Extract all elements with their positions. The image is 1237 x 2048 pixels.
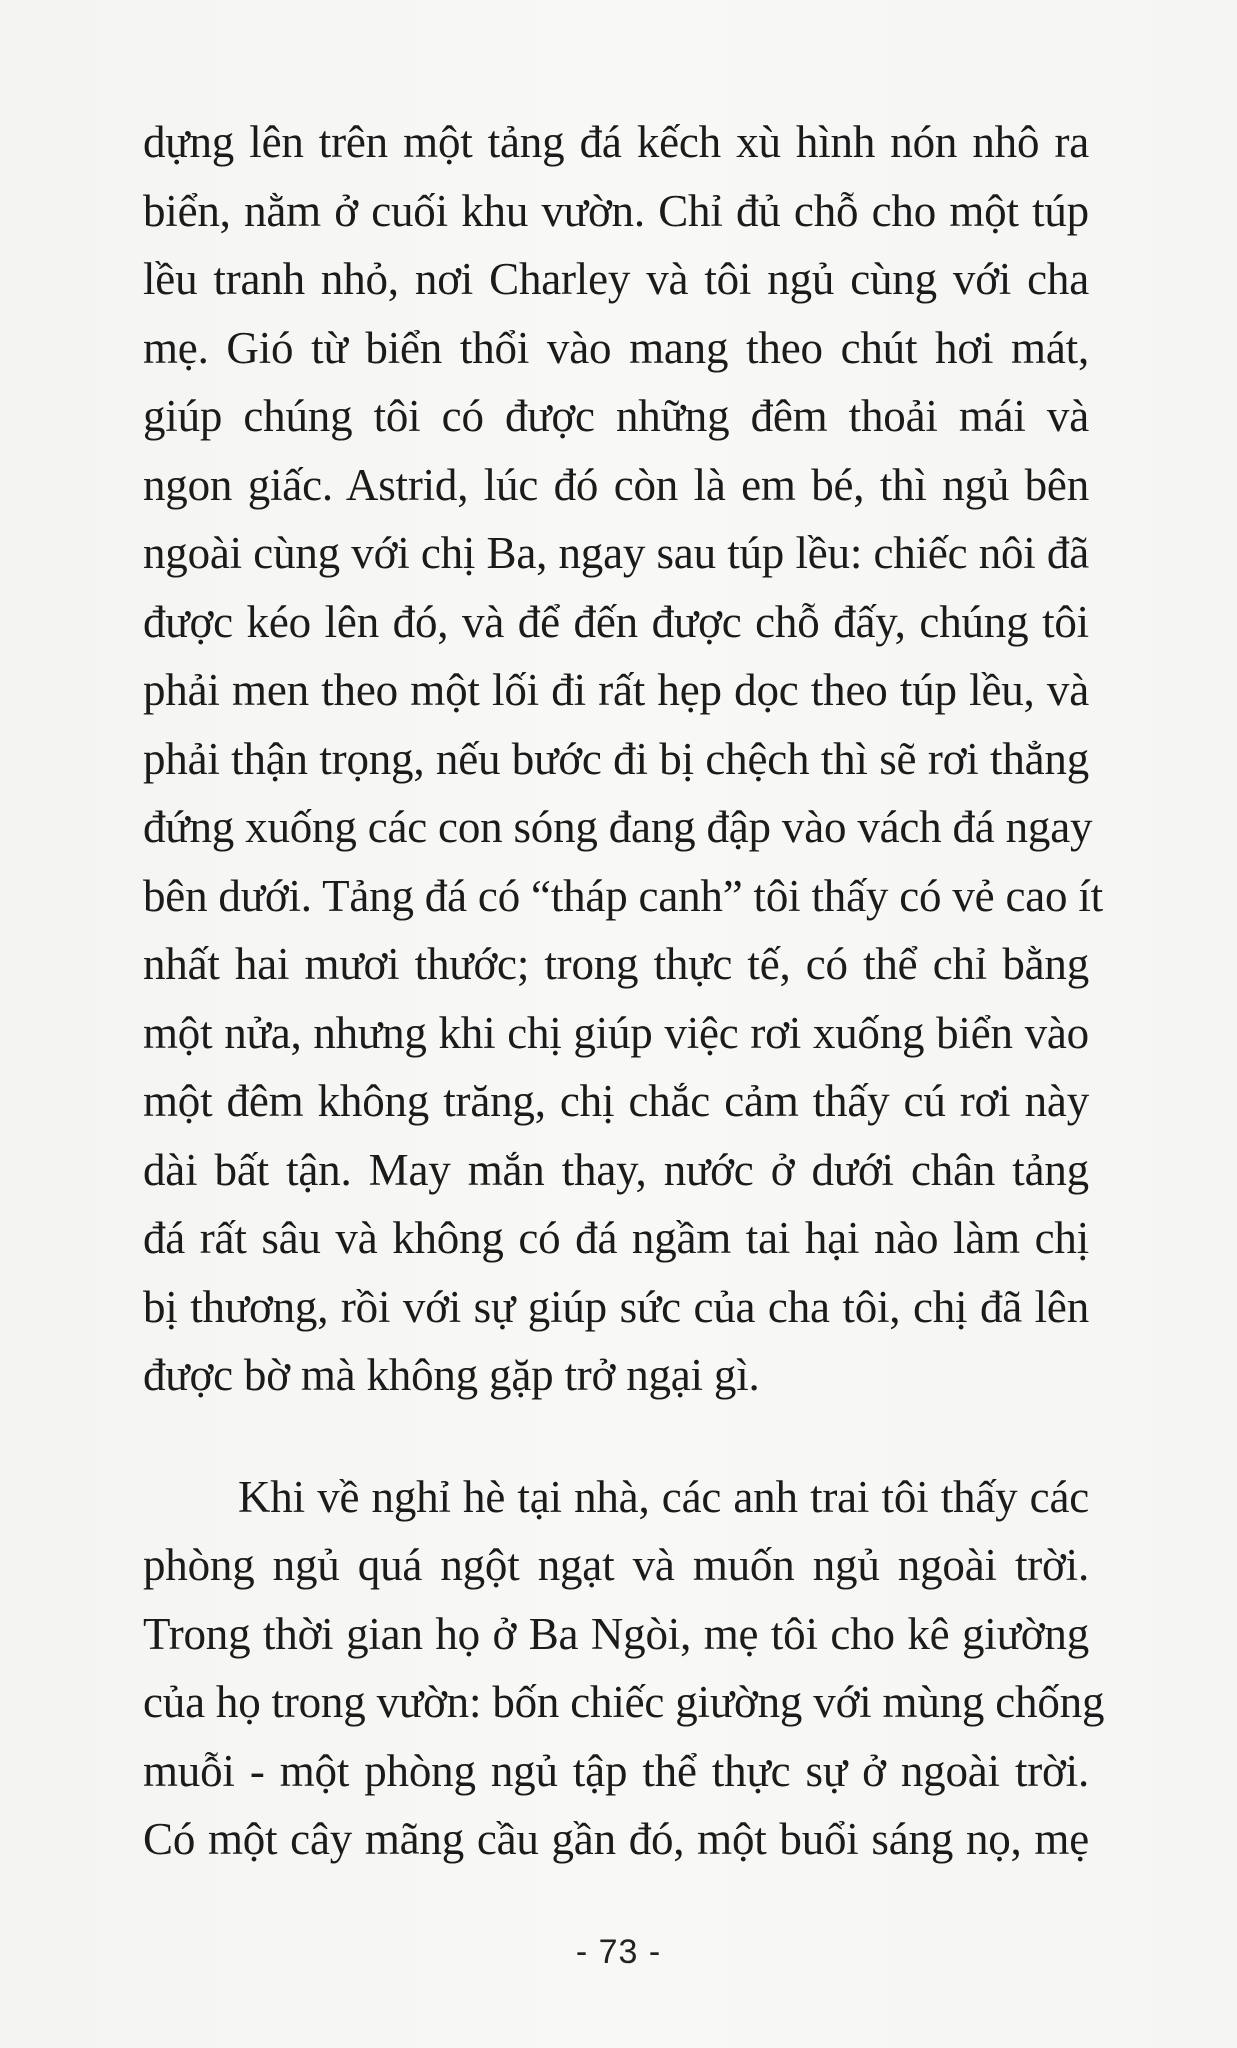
text-line: Có một cây mãng cầu gần đó, một buổi sáng nọ, mẹ (143, 1814, 1089, 1864)
text-line: một đêm không trăng, chị chắc cảm thấy cú rơi này (143, 1076, 1089, 1126)
text-line: đứng xuống các con sóng đang đập vào vách đá ngay (143, 802, 1093, 852)
text-line: một nửa, nhưng khi chị giúp việc rơi xuống biển vào (143, 1007, 1089, 1058)
text-line: dài bất tận. May mắn thay, nước ở dưới chân tảng (143, 1144, 1089, 1195)
text-line: được kéo lên đó, và để đến được chỗ đấy, chúng tôi (143, 596, 1089, 647)
text-line: dựng lên trên một tảng đá kếch xù hình nón nhô ra (143, 117, 1089, 167)
text-line: của họ trong vườn: bốn chiếc giường với mùng chống (143, 1677, 1105, 1727)
text-line: mẹ. Gió từ biển thổi vào mang theo chút hơi mát, (143, 322, 1089, 373)
paragraph-1 (143, 108, 1103, 1410)
text-line: biển, nằm ở cuối khu vườn. Chỉ đủ chỗ cho một túp (143, 185, 1089, 236)
paragraph-2 (143, 1463, 1105, 1874)
text-line: đá rất sâu và không có đá ngầm tai hại nào làm chị (143, 1213, 1089, 1263)
text-line: nhất hai mươi thước; trong thực tế, có thể chỉ bằng (143, 939, 1089, 989)
text-line: ngoài cùng với chị Ba, ngay sau túp lều: chiếc nôi đã (143, 528, 1089, 578)
text-line: lều tranh nhỏ, nơi Charley và tôi ngủ cùng với cha (143, 254, 1089, 304)
body-text (143, 108, 1105, 1874)
text-line: phải thận trọng, nếu bước đi bị chệch thì sẽ rơi thẳng (143, 733, 1089, 784)
page-number: - 73 - (575, 1933, 662, 1971)
text-line: Trong thời gian họ ở Ba Ngòi, mẹ tôi cho kê giường (143, 1608, 1089, 1659)
text-line: muỗi - một phòng ngủ tập thể thực sự ở ngoài trời. (143, 1745, 1089, 1796)
text-line: được bờ mà không gặp trở ngại gì. (143, 1350, 760, 1400)
text-line: giúp chúng tôi có được những đêm thoải mái và (143, 391, 1089, 441)
text-line: phải men theo một lối đi rất hẹp dọc theo túp lều, và (143, 665, 1089, 715)
text-line: bị thương, rồi với sự giúp sức của cha tôi, chị đã lên (143, 1281, 1089, 1332)
text-line: Khi về nghỉ hè tại nhà, các anh trai tôi thấy các (238, 1471, 1089, 1522)
text-line: phòng ngủ quá ngột ngạt và muốn ngủ ngoài trời. (143, 1540, 1089, 1590)
text-line: ngon giấc. Astrid, lúc đó còn là em bé, thì ngủ bên (143, 459, 1089, 510)
text-line: bên dưới. Tảng đá có “tháp canh” tôi thấy có vẻ cao ít (143, 870, 1103, 921)
